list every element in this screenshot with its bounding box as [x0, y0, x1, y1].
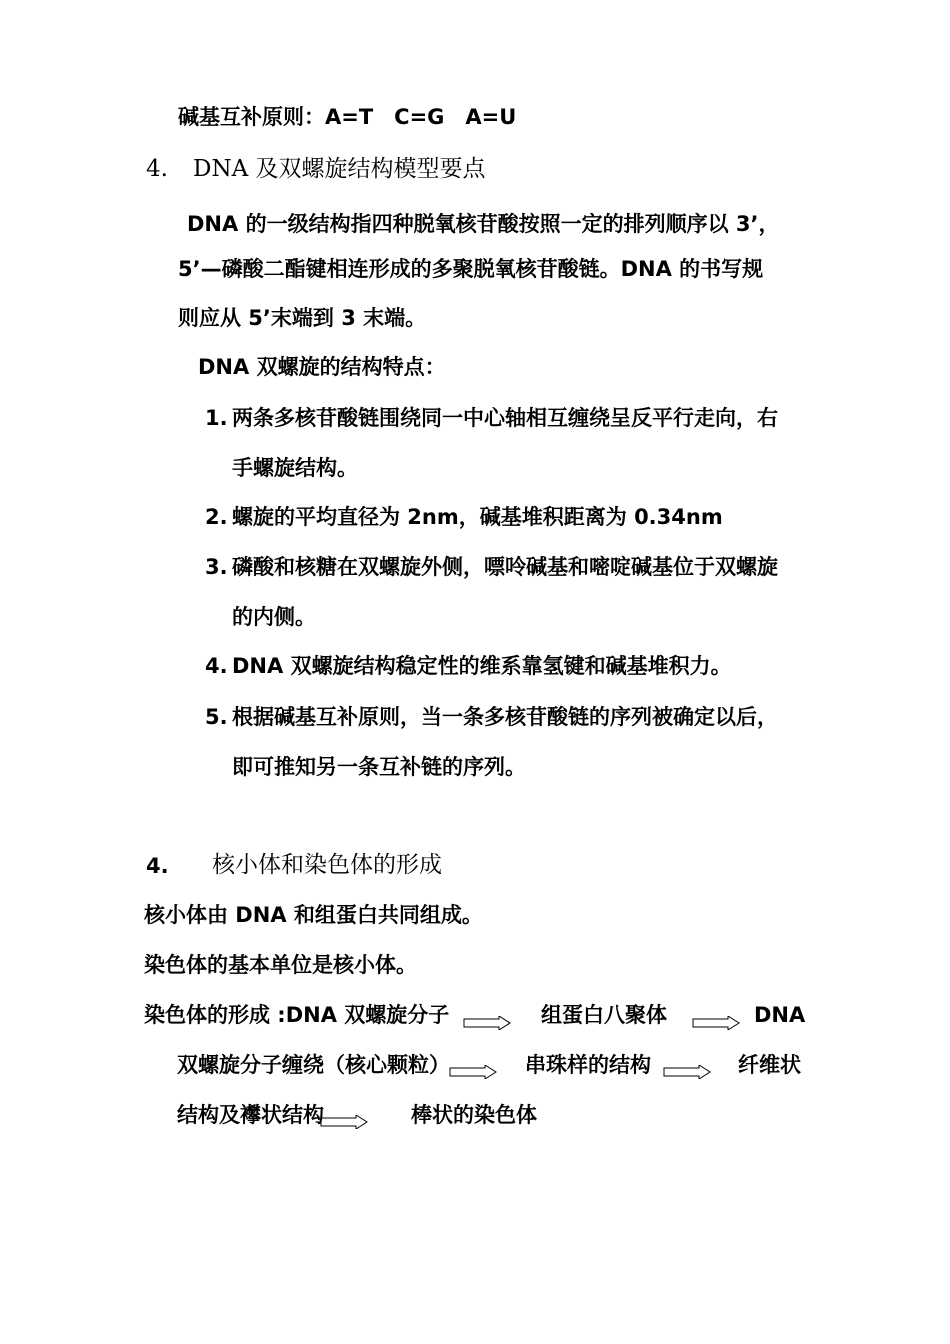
step-loop: 结构及襻状结构: [177, 1103, 324, 1127]
list-item-text: 磷酸和核糖在双螺旋外侧，嘌呤碱基和嘧啶碱基位于双螺旋: [232, 555, 778, 579]
paragraph-line: DNA 的一级结构指四种脱氧核苷酸按照一定的排列顺序以 3’，: [187, 212, 780, 236]
arrow-right-icon: [449, 1065, 497, 1079]
body-line: 染色体的基本单位是核小体。: [144, 953, 417, 977]
list-item-number: 2.: [205, 505, 228, 529]
list-item-text: 两条多核苷酸链围绕同一中心轴相互缠绕呈反平行走向，右: [232, 406, 778, 430]
step-wind: 双螺旋分子缠绕（核心颗粒）: [177, 1053, 450, 1077]
list-item-text: 根据碱基互补原则，当一条多核苷酸链的序列被确定以后，: [232, 705, 778, 729]
list-item-text: DNA 双螺旋结构稳定性的维系靠氢键和碱基堆积力。: [232, 654, 732, 678]
section-number: 4.: [146, 854, 169, 878]
step-beads: 串珠样的结构: [525, 1053, 651, 1077]
features-heading: DNA 双螺旋的结构特点：: [198, 355, 446, 379]
list-item-text: 螺旋的平均直径为 2nm，碱基堆积距离为 0.34nm: [232, 505, 723, 529]
section-title: DNA 及双螺旋结构模型要点: [193, 156, 486, 182]
list-item-text: 手螺旋结构。: [232, 456, 358, 480]
list-item-number: 4.: [205, 654, 228, 678]
arrow-right-icon: [692, 1016, 740, 1030]
section-title: 核小体和染色体的形成: [212, 852, 442, 878]
arrow-right-icon: [463, 1016, 511, 1030]
arrow-right-icon: [320, 1115, 368, 1129]
body-line: 核小体由 DNA 和组蛋白共同组成。: [144, 903, 483, 927]
list-item-number: 3.: [205, 555, 228, 579]
section-number: 4.: [146, 156, 168, 182]
list-item-text: 的内侧。: [232, 605, 316, 629]
formation-label: 染色体的形成 :DNA 双螺旋分子: [144, 1003, 450, 1027]
list-item-number: 5.: [205, 705, 228, 729]
list-item-text: 即可推知另一条互补链的序列。: [232, 755, 526, 779]
list-item-number: 1.: [205, 406, 228, 430]
step-dna: DNA: [754, 1003, 806, 1027]
step-rod: 棒状的染色体: [411, 1103, 537, 1127]
step-fiber: 纤维状: [738, 1053, 801, 1077]
base-pairing-rule: 碱基互补原则：A=T C=G A=U: [178, 105, 517, 129]
step-histone: 组蛋白八聚体: [541, 1003, 667, 1027]
paragraph-line: 则应从 5’末端到 3 末端。: [178, 306, 427, 330]
paragraph-line: 5’—磷酸二酯键相连形成的多聚脱氧核苷酸链。DNA 的书写规: [178, 257, 764, 281]
arrow-right-icon: [663, 1065, 711, 1079]
